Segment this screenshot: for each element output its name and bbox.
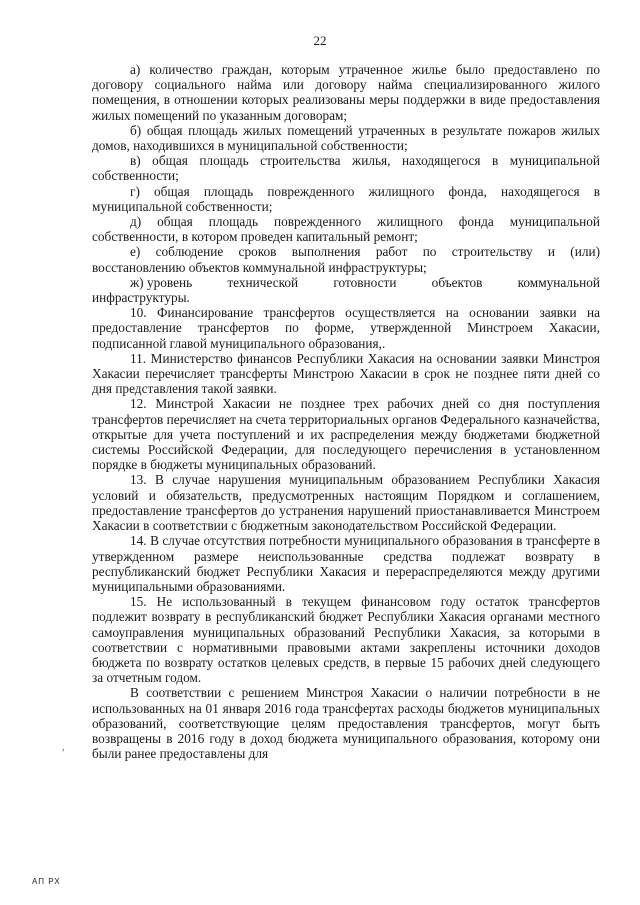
paragraph-12: 12. Минстрой Хакасии не позднее трех рабочих дней со дня поступления трансфертов перечисляет на счета территориальных органов Федерального казначейства, открытые для учета поступлений и их распределения между бюджетами бюджетной системы Российской Федерации, для последующего перечисления в установленном порядке в бюджеты муниципальных образований. (92, 396, 600, 473)
paragraph-item-v: в) общая площадь строительства жилья, находящегося в муниципальной собственности; (92, 153, 600, 184)
item-zh-word: ж) уровень (130, 274, 193, 290)
item-zh-word: готовности (333, 274, 397, 290)
paragraph-10: 10. Финансирование трансфертов осуществляется на основании заявки на предоставление трансфертов по форме, утвержденной Минстроем Хакасии, подписанной главой муниципального образования,. (92, 305, 600, 351)
paragraph-item-b: б) общая площадь жилых помещений утраченных в результате пожаров жилых домов, находившихся в муниципальной собственности; (92, 122, 600, 154)
paragraph-item-zh-line (92, 275, 600, 290)
paragraph-item-g: г) общая площадь поврежденного жилищного фонда, находящегося в муниципальной собственности; (92, 183, 600, 214)
footer-stamp: АП РХ (32, 877, 61, 886)
paragraph-item-e: е) соблюдение сроков выполнения работ по строительству и (или) восстановлению объектов коммунальной инфраструктуры; (92, 244, 600, 275)
paragraph-15: 15. Не использованный в текущем финансовом году остаток трансфертов подлежит возврату в республиканский бюджет Республики Хакасия органами местного самоуправления муниципальных образований Республики Хакасия, за которыми в соответствии с нормативными правовыми актами закреплены источники доходов бюджета по возврату остатков целевых средств, в первые 15 рабочих дней следующего за отчетным годом. (92, 594, 600, 686)
paragraph-11: 11. Министерство финансов Республики Хакасия на основании заявки Минстроя Хакасии перечисляет трансферты Минстрою Хакасии в срок не позднее пяти дней со дня представления такой заявки. (92, 350, 600, 397)
paragraph-reallocation: В соответствии с решением Минстроя Хакасии о наличии потребности в не использованных на 01 января 2016 года трансфертах расходы бюджетов муниципальных образований, соответствующие целям предоставления трансфертов, могут быть возвращены в 2016 году в доход бюджета муниципального образования, которому они были ранее предоставлены для (92, 685, 600, 762)
paragraph-item-a: а) количество граждан, которым утраченное жилье было предоставлено по договору социального найма или договору найма специализированного жилого помещения, в отношении которых реализованы меры поддержки в виде предоставления жилых помещений по указанным договорам; (92, 62, 600, 123)
margin-mark: , (62, 742, 65, 753)
paragraph-item-zh-continuation: инфраструктуры. (92, 290, 190, 306)
page-number: 22 (313, 33, 327, 48)
item-zh-word: коммунальной (517, 274, 600, 290)
paragraph-13: 13. В случае нарушения муниципальным образованием Республики Хакасия условий и обязательств, предусмотренных настоящим Порядком и соглашением, предоставление трансфертов до устранения нарушений приостанавливается Минстроем Хакасии в соответствии с бюджетным законодательством Российской Федерации. (92, 472, 600, 534)
item-zh-word: объектов (431, 274, 483, 290)
paragraph-item-d: д) общая площадь поврежденного жилищного фонда муниципальной собственности, в котором проведен капитальный ремонт; (92, 214, 600, 245)
paragraph-14: 14. В случае отсутствия потребности муниципального образования в трансферте в утвержденном размере неиспользованные средства подлежат возврату в республиканский бюджет Республики Хакасия и перераспределяются между другими муниципальными образованиями. (92, 533, 600, 594)
document-body (92, 62, 600, 761)
item-zh-word: технической (227, 274, 299, 290)
